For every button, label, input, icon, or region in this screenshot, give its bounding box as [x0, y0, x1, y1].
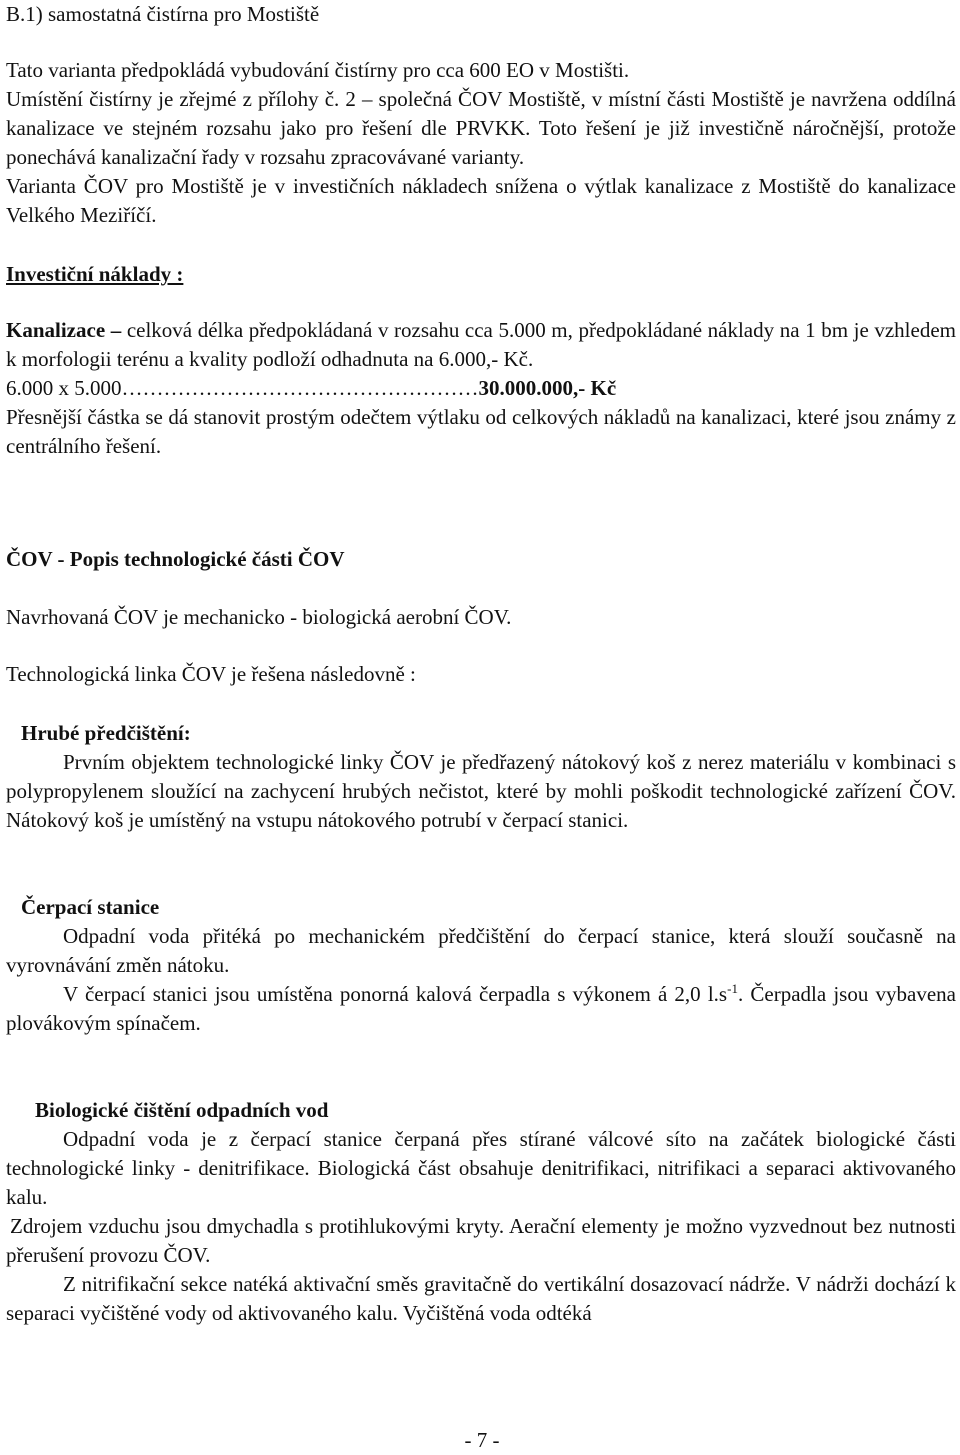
intro-paragraph: Umístění čistírny je zřejmé z přílohy č. 2 – společná ČOV Mostiště, v místní části Mostiště je navržena oddílná kanalizace ve stejném rozsahu jako pro řešení dle PRVKK. Toto řešení je již investičně náročnější, protože ponechává kanalizační řady v rozsahu zpracovávané varianty. [6, 87, 956, 169]
investment-heading: Investiční náklady : [6, 262, 184, 286]
tech-heading: ČOV - Popis technologické části ČOV [6, 547, 345, 571]
kanalizace-label: Kanalizace – [6, 318, 122, 342]
bio-paragraph-2 [6, 1212, 956, 1270]
cerpaci-paragraph-1 [6, 922, 956, 980]
tech-description: Navrhovaná ČOV je mechanicko - biologická aerobní ČOV. [6, 605, 512, 629]
cerpaci-text-2a: V čerpací stanici jsou umístěna ponorná kalová čerpadla s výkonem á 2,0 l.s [63, 982, 728, 1006]
hrube-heading: Hrubé předčištění: [21, 721, 191, 745]
cerpaci-heading [21, 893, 956, 922]
hrube-text: Prvním objektem technologické linky ČOV je předřazený nátokový koš z nerez materiálu v kombinaci s polypropylenem sloužící na zachycení hrubých nečistot, které by mohli poškodit technologické zařízení ČOV. Nátokový koš je umístěný na vstupu nátokového potrubí v čerpací stanici. [6, 750, 956, 832]
hrube-paragraph [6, 748, 956, 835]
variant-paragraph: Varianta ČOV pro Mostiště je v investičních nákladech snížena o výtlak kanalizace z Mostiště do kanalizace Velkého Meziříčí. [6, 174, 956, 227]
bio-text-3: Z nitrifikační sekce natéká aktivační směs gravitačně do vertikální dosazovací nádrže. V nádrži dochází k separaci vyčištěné vody od aktivovaného kalu. Vyčištěná voda odtéká [6, 1272, 956, 1325]
bio-text-2: Zdrojem vzduchu jsou dmychadla s protihlukovými kryty. Aerační elementy je možno vyzvednout bez nutnosti přerušení provozu ČOV. [6, 1214, 956, 1267]
kanalizace-text: celková délka předpokládaná v rozsahu cca 5.000 m, předpokládané náklady na 1 bm je vzhledem k morfologii terénu a kvality podloží odhadnuta na 6.000,- Kč. [6, 318, 956, 371]
cost-note: Přesnější částka se dá stanovit prostým odečtem výtlaku od celkových nákladů na kanalizaci, které jsou známy z centrálního řešení. [6, 405, 956, 458]
bio-text-1: Odpadní voda je z čerpací stanice čerpaná přes stírané válcové síto na začátek biologické části technologické linky - denitrifikace. Biologická část obsahuje denitrifikaci, nitrifikaci a separaci aktivovaného kalu. [6, 1127, 956, 1209]
document-page [6, 0, 956, 1452]
bio-heading: Biologické čištění odpadních vod [35, 1098, 329, 1122]
calc-formula: 6.000 x 5.000 [6, 376, 122, 400]
intro-line: Tato varianta předpokládá vybudování čistírny pro cca 600 EO v Mostišti. [6, 58, 630, 82]
tech-line-intro: Technologická linka ČOV je řešena následovně : [6, 662, 416, 686]
cerpaci-paragraph-2 [6, 980, 956, 1038]
bio-paragraph-3 [6, 1270, 956, 1328]
bio-paragraph-1 [6, 1125, 956, 1212]
cerpaci-text-2b: . Čerpadla jsou vybavena plovákovým spínačem. [6, 982, 956, 1035]
cerpaci-heading-text: Čerpací stanice [21, 895, 160, 919]
calc-dots: …………………………………………… [121, 376, 479, 400]
page-number: - 7 - [464, 1428, 500, 1452]
cerpaci-text-1: Odpadní voda přitéká po mechanickém předčištění do čerpací stanice, která slouží současně na vyrovnávání změn nátoku. [6, 924, 956, 977]
kanalizace-paragraph [6, 316, 956, 374]
calc-total: 30.000.000,- Kč [478, 376, 617, 400]
cost-calculation [6, 374, 956, 403]
cerpaci-superscript: -1 [727, 981, 738, 996]
section-title: B.1) samostatná čistírna pro Mostiště [6, 2, 320, 26]
